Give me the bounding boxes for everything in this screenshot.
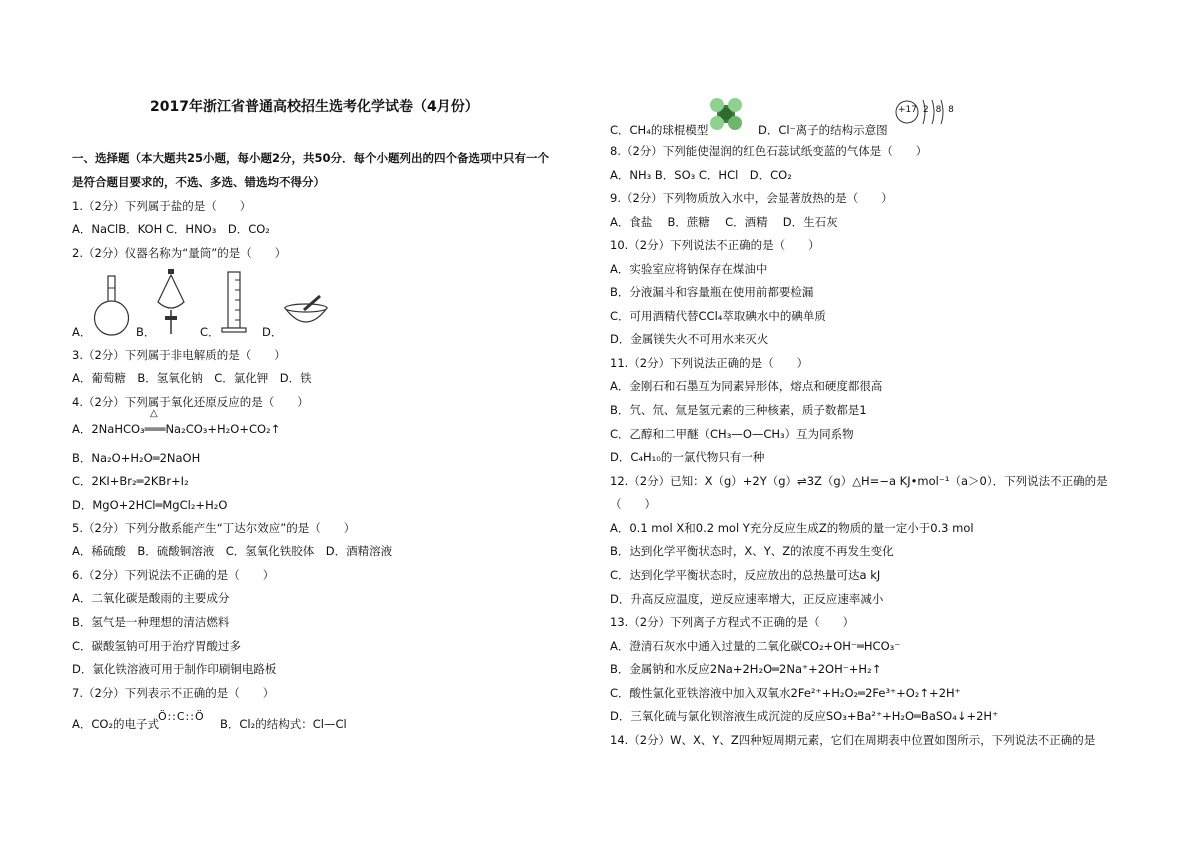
question-11-option-d: D．C₄H₁₀的一氯代物只有一种 [610, 450, 765, 464]
question-5: 5.（2分）下列分散系能产生“丁达尔效应”的是（ ） [72, 521, 356, 535]
question-7-option-b: B．Cl₂的结构式：Cl—Cl [220, 717, 347, 731]
question-10-option-d: D．金属镁失火不可用水来灭火 [610, 332, 769, 346]
question-12-option-a: A．0.1 mol X和0.2 mol Y充分反应生成Z的物质的量一定小于0.3 mol [610, 521, 974, 535]
section-header-line1: 一、选择题（本大题共25小题，每小题2分，共50分．每个小题列出的四个备选项中只有一个 [72, 151, 550, 165]
question-10-option-b: B．分液漏斗和容量瓶在使用前都要检漏 [610, 285, 814, 299]
question-1: 1.（2分）下列属于盐的是（ ） [72, 199, 252, 213]
question-11-option-a: A．金刚石和石墨互为同素异形体，熔点和硬度都很高 [610, 379, 883, 393]
question-7-option-c: C．CH₄的球棍模型 [610, 123, 709, 137]
question-4-option-d: D．MgO+2HCl═MgCl₂+H₂O [72, 498, 228, 512]
question-12-option-b: B．达到化学平衡状态时，X、Y、Z的浓度不再发生变化 [610, 544, 894, 558]
question-5-options: A．稀硫酸 B．硫酸铜溶液 C．氢氧化铁胶体 D．酒精溶液 [72, 544, 393, 558]
question-10-option-c: C．可用酒精代替CCl₄萃取碘水中的碘单质 [610, 309, 826, 323]
question-6-option-c: C．碳酸氢钠可用于治疗胃酸过多 [72, 639, 242, 653]
question-13-option-b: B．金属钠和水反应2Na+2H₂O═2Na⁺+2OH⁻+H₂↑ [610, 662, 882, 676]
question-2-apparatus [72, 268, 372, 338]
question-4-option-a: A．2NaHCO₃═══Na₂CO₃+H₂O+CO₂↑ [72, 422, 281, 436]
question-3-options: A．葡萄糖 B．氢氧化钠 C．氯化钾 D．铁 [72, 371, 312, 385]
question-1-options: A．NaClB．KOH C．HNO₃ D．CO₂ [72, 222, 270, 236]
question-9-options: A．食盐 B．蔗糖 C．酒精 D．生石灰 [610, 215, 838, 229]
question-13-option-a: A．澄清石灰水中通入过量的二氧化碳CO₂+OH⁻═HCO₃⁻ [610, 639, 901, 653]
mortar-pestle-icon [282, 294, 330, 334]
question-11-option-b: B．氕、氘、氚是氢元素的三种核素，质子数都是1 [610, 403, 867, 417]
question-12-option-c: C．达到化学平衡状态时，反应放出的总热量可达a kJ [610, 568, 881, 582]
option-d-label: D． [262, 325, 283, 339]
question-6-option-b: B．氢气是一种理想的清洁燃料 [72, 615, 230, 629]
question-3: 3.（2分）下列属于非电解质的是（ ） [72, 348, 286, 362]
volumetric-flask-icon [90, 274, 134, 338]
question-6: 6.（2分）下列说法不正确的是（ ） [72, 568, 275, 582]
question-13: 13.（2分）下列离子方程式不正确的是（ ） [610, 615, 855, 629]
question-7-option-a: A．CO₂的电子式 [72, 717, 160, 731]
question-2: 2.（2分）仪器名称为“量筒”的是（ ） [72, 246, 287, 260]
option-b-label: B． [136, 325, 156, 339]
question-14: 14.（2分）W、X、Y、Z四种短周期元素，它们在周期表中位置如图所示，下列说法不正确的是 [610, 733, 1096, 747]
option-c-label: C． [200, 325, 220, 339]
question-7-option-d: D．Cl⁻离子的结构示意图 [758, 123, 888, 137]
question-8-options: A．NH₃ B．SO₃ C．HCl D．CO₂ [610, 168, 792, 182]
graduated-cylinder-icon [220, 268, 250, 336]
exam-title: 2017年浙江省普通高校招生选考化学试卷（4月份） [150, 99, 479, 115]
question-6-option-d: D．氯化铁溶液可用于制作印刷铜电路板 [72, 662, 277, 676]
question-13-option-c: C．酸性氯化亚铁溶液中加入双氧水2Fe²⁺+H₂O₂═2Fe³⁺+O₂↑+2H⁺ [610, 686, 961, 700]
question-12: 12.（2分）已知：X（g）+2Y（g）⇌3Z（g）△H=−a KJ•mol⁻¹（a＞0）．下列说法不正确的是 [610, 474, 1108, 488]
question-10: 10.（2分）下列说法不正确的是（ ） [610, 238, 820, 252]
question-7: 7.（2分）下列表示不正确的是（ ） [72, 686, 275, 700]
atom-shell-electrons: 2 8 8 [923, 105, 956, 115]
section-header-line2: 是符合题目要求的，不选、多选、错选均不得分） [72, 175, 325, 189]
option-a-label: A． [72, 325, 92, 339]
question-4-option-c: C．2KI+Br₂═2KBr+I₂ [72, 474, 189, 488]
co2-electron-formula: Ö::C::Ö [158, 710, 205, 723]
ch4-ball-stick-model-icon [708, 96, 744, 132]
question-11-option-c: C．乙醇和二甲醚（CH₃—O—CH₃）互为同系物 [610, 427, 854, 441]
question-12-option-d: D．升高反应温度，逆反应速率增大，正反应速率减小 [610, 592, 884, 606]
question-9: 9.（2分）下列物质放入水中，会显著放热的是（ ） [610, 191, 893, 205]
question-8: 8.（2分）下列能使湿润的红色石蕊试纸变蓝的气体是（ ） [610, 144, 928, 158]
question-4-option-b: B．Na₂O+H₂O═2NaOH [72, 451, 201, 465]
separatory-funnel-icon [154, 268, 188, 338]
question-12-paren: （ ） [610, 497, 656, 511]
question-4: 4.（2分）下列属于氧化还原反应的是（ ） [72, 395, 309, 409]
heat-condition-symbol: △ [150, 408, 158, 419]
question-11: 11.（2分）下列说法正确的是（ ） [610, 356, 809, 370]
question-13-option-d: D．三氧化硫与氯化钡溶液生成沉淀的反应SO₃+Ba²⁺+H₂O═BaSO₄↓+2H⁺ [610, 709, 999, 723]
atom-nucleus-charge: +17 [898, 105, 917, 115]
question-6-option-a: A．二氧化碳是酸雨的主要成分 [72, 591, 230, 605]
question-10-option-a: A．实验室应将钠保存在煤油中 [610, 262, 768, 276]
